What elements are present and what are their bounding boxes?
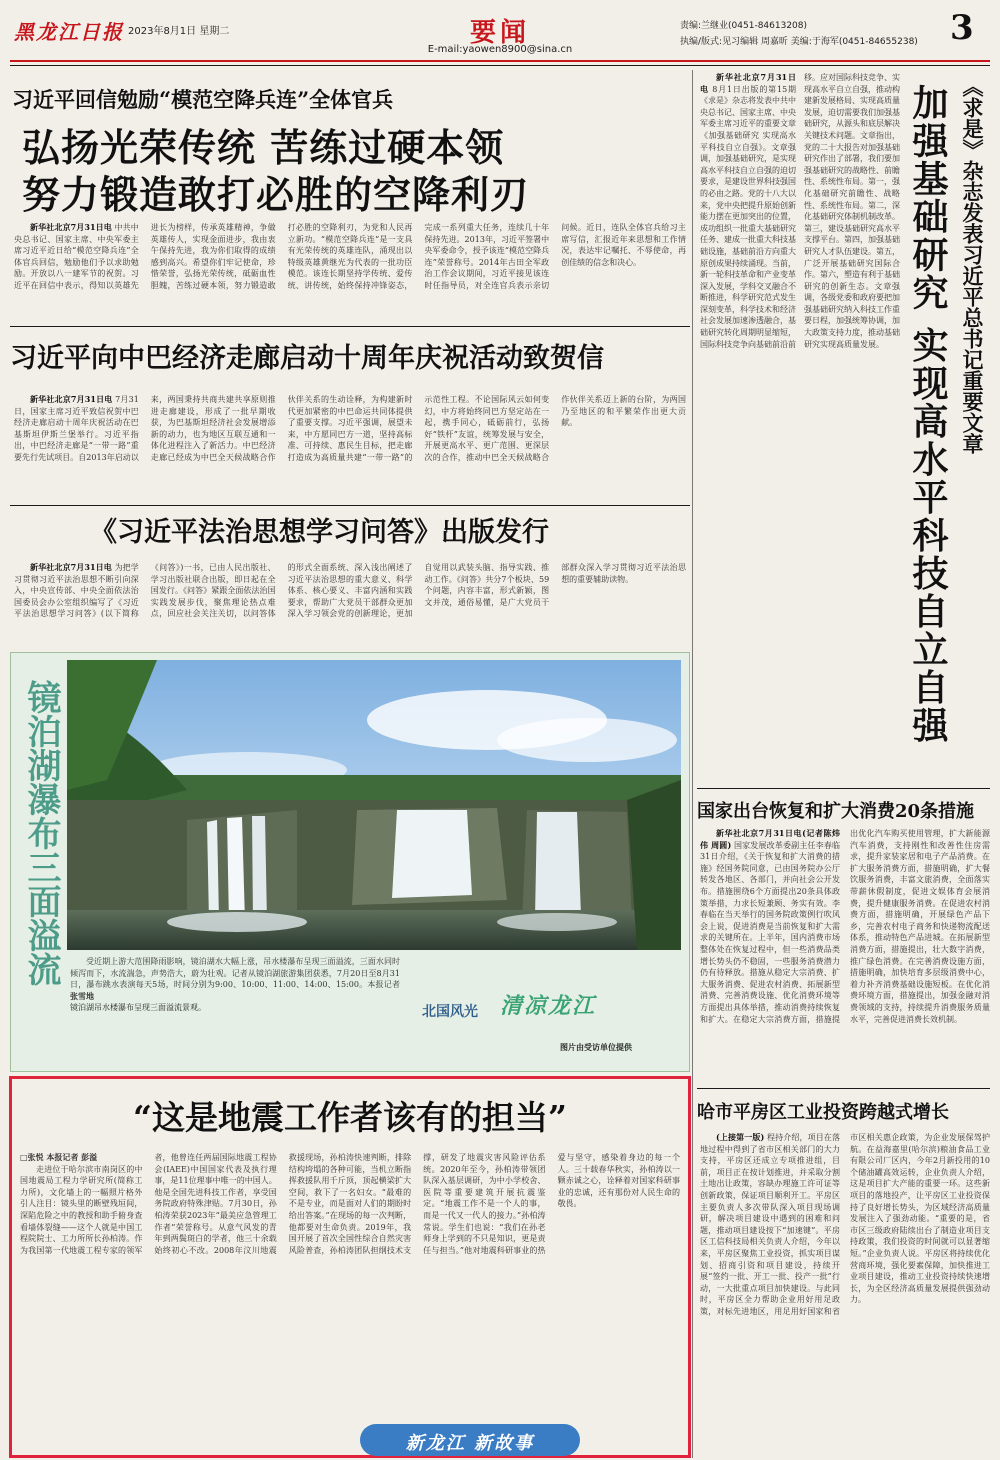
story1-kicker: 习近平回信勉励“模范空降兵连”全体官兵 xyxy=(12,87,394,112)
story1-rule xyxy=(10,326,690,327)
story3-dateline: 新华社北京7月31日电 xyxy=(30,562,112,572)
waterfall-photo xyxy=(67,660,681,950)
story4-text: 走进位于哈尔滨市南岗区的中国地震局工程力学研究所(简称工力所)，文化墙上的一幅照片格外引人注目：镜头里的断壁残垣间，深陷危险之中的教授和助手俯身查看墙体裂缝——这个人就是中国工程院院士、工力所所长孙柏涛。作为我国第一代地震工程专家的领军者，他曾连任两届国际地震工程协会(IAEE)中国国家代表及执行理事，是11位理事中唯一的中国人。他是全国先进科技工作者，享受国务院政府特殊津贴。7月30日，孙柏涛荣获2023年“最美应急管理工作者”荣誉称号。从意气风发的青年到两鬓斑白的学者，他三十余载始终初心不改。2008年汶川地震救援现场，孙柏涛快速判断，排除结构垮塌的各种可能，当机立断指挥救援队用千斤顶，顶起横梁扩大空间，救下了一名妇女。“最难的不是专业，而是面对人们的期盼时给出答案。”在现场的每一次判断，他都要对生命负责。2019年，我国开展了首次全国性综合自然灾害风险普查，孙柏涛团队担纲技术支撑，研发了地震灾害风险评估系统。2020年至今，孙柏涛带领团队深入基层调研，为中小学校舍、医院等重要建筑开展抗震鉴定。“地震工作不是一个人的事，而是一代又一代人的接力。”孙柏涛常说。学生们也说：“我们在孙老师身上学到的不只是知识，更是责任与担当。”他对地震科研事业的热爱与坚守，感染着身边的每一个人。三十载春华秋实，孙柏涛以一颗赤诚之心，诠释着对国家科研事业的忠诚，还有那份对人民生命的敬畏。 xyxy=(20,1153,680,1255)
section-email[interactable]: E-mail:yaowen8900@sina.cn xyxy=(427,44,573,55)
story3-text: 为把学习贯彻习近平法治思想不断引向深入，中央宣传部、中央全面依法治国委员会办公室组织编写了《习近平法治思想学习问答》(以下简称《问答》)一书，已由人民出版社、学习出版社联合出版，即日起在全国发行。《问答》紧跟全面依法治国实践发展步伐，聚焦理论热点难点，回应社会关注关切，以问答体的形式全面系统、深入浅出阐述了习近平法治思想的重大意义、科学体系、核心要义、丰富内涵和实践要求，帮助广大党员干部群众更加深入学习领会党的创新理论，更加自觉用以武装头脑、指导实践、推动工作。《问答》共分7个板块、59个问题，内容丰富，形式新颖，图文并茂，通俗易懂，是广大党员干部群众深入学习贯彻习近平法治思想的重要辅助读物。 xyxy=(14,563,686,619)
logo-right-text: 清凉龙江 xyxy=(500,993,597,1019)
right-column-divider xyxy=(692,70,693,1458)
masthead-rule xyxy=(10,65,990,66)
story6-byline: (记者陈炜伟 周圆) xyxy=(700,828,840,850)
story3-body xyxy=(14,562,686,644)
photo-column-logo xyxy=(422,985,682,1035)
masthead-rule-red xyxy=(10,60,990,62)
photo-caption xyxy=(70,956,400,1038)
story6-rule xyxy=(697,1088,990,1089)
story2-rule xyxy=(10,505,690,506)
story6-dateline: 新华社北京7月31日电 xyxy=(716,828,803,838)
story5-dateline: 新华社北京7月31日电 xyxy=(700,72,796,94)
story7-body xyxy=(700,1132,990,1454)
paper-name: 黑龙江日报 xyxy=(14,20,124,44)
photo-caption-text: 受近期上游大范围降雨影响，镜泊湖水大幅上涨，吊水楼瀑布呈现三面溢流，三面水同时倾泻而下，水流湍急，声势浩大，蔚为壮观。记者从镜泊湖旅游集团获悉，7月20日至8月31日，瀑布跳水表演每天5场，时间分别为9:00、10:00、11:00、14:00、15:00。本报记者 xyxy=(70,957,400,990)
editor-line-1: 责编:兰继业(0451-84613208) xyxy=(680,21,808,31)
story4-footer-slogan: 新龙江 新故事 xyxy=(405,1433,535,1454)
story5-rule xyxy=(697,788,990,789)
story1-headline-line1: 弘扬光荣传统 苦练过硬本领 xyxy=(22,125,505,170)
story1-text: 中共中央总书记、国家主席、中央军委主席习近平近日给“模范空降兵连”全体官兵回信，勉励他们予以求助勉励。开放以八一建军节的祝贺。习近平在回信中表示，得知以英雄先进长为榜样，传承英雄精神，争做英雄传人，实现金面进步，我由衷午保持先进，我为你们取得的成绩感到高兴。希望你们牢记使命，珍惜荣誉，弘扬光荣传统，砥砺血性胆魄，苦练过硬本领，努力锻造敢打必胜的空降利刃，为党和人民再立新功。“模范空降兵连”是一支具有光荣传统的英雄连队，涌现出以特级英雄黄继光为代表的一批功臣模范。该连长期坚持学传统、爱传统、讲传统，始终保持冲锋姿态，完成一系列重大任务，连续几十年保持先进。2013年，习近平签署中央军委命令，授予该连“模范空降兵连”荣誉称号。2014年古田全军政治工作会议期间，习近平接见该连时任指导员，对全连官兵表示亲切问候。近日，连队全体官兵给习主席写信，汇报近年来思想和工作情况，表达牢记嘱托、不辱使命，再创佳绩的信念和决心。 xyxy=(14,223,686,290)
masthead xyxy=(0,0,1000,75)
issue-date: 2023年8月1日 星期二 xyxy=(128,26,230,37)
story7-headline: 哈市平房区工业投资跨越式增长 xyxy=(697,1102,949,1123)
photo-credit: 图片由受访单位提供 xyxy=(560,1043,632,1052)
story2-body xyxy=(14,394,686,502)
editor-line-2: 执编/版式:见习编辑 周嘉昕 美编:于海军(0451-84655238) xyxy=(680,37,918,47)
story6-body xyxy=(700,828,990,1083)
story5-headline-big: 加强基础研究 实现高水平科技自立自强 xyxy=(907,84,949,745)
story5-text: 8月1日出版的第15期《求是》杂志将发表中共中央总书记、国家主席、中央军委主席习近平的重要文章《加强基础研究 实现高水平科技自立自强》。文章强调，加强基础研究，是实现高水平科技自立自强的迫切要求，是建设世界科技强国的必由之路。党的十八大以来，党中央把提升原始创新能力摆在更加突出的位置，成功组织一批重大基础研究任务、建成一批重大科技基础设施，基础前沿方向重大原创成果持续涌现。当前，新一轮科技革命和产业变革深入发展，学科交叉融合不断推进，科学研究范式发生深刻变革，科学技术和经济社会发展加速渗透融合，基础研究转化周期明显缩短，国际科技竞争向基础前沿前移。应对国际科技竞争、实现高水平自立自强，推动构建新发展格局、实现高质量发展，迫切需要我们加强基础研究，从源头和底层解决关键技术问题。文章指出，党的二十大报告对加强基础研究作出了部署，我们要加强基础研究的战略性、前瞻性、系统性布局。第一，强化基础研究前瞻性、战略性、系统性布局。第二，深化基础研究体制机制改革。第三，建设基础研究高水平支撑平台。第四，加强基础研究人才队伍建设。第五，广泛开展基础研究国际合作。第六，塑造有利于基础研究的创新生态。文章强调，各级党委和政府要把加强基础研究纳入科技工作重要日程，加强统筹协调，加大政策支持力度，推动基础研究实现高质量发展。 xyxy=(700,73,900,349)
story5-headline-small: 《求是》杂志发表习近平总书记重要文章 xyxy=(960,76,985,454)
waterfall-image xyxy=(67,660,681,950)
story6-headline: 国家出台恢复和扩大消费20条措施 xyxy=(697,801,975,822)
story4-headline: “这是地震工作者该有的担当” xyxy=(133,1098,567,1137)
photo-reporter: 张雪地 xyxy=(70,990,94,1001)
story4-byline: □张悦 本报记者 彭溢 xyxy=(20,1152,98,1162)
story7-lead-marker: (上接第一版) xyxy=(716,1132,765,1142)
story3-headline: 《习近平法治思想学习问答》出版发行 xyxy=(90,517,549,548)
story2-dateline: 新华社北京7月31日电 xyxy=(30,394,113,404)
story2-text: 7月31日，国家主席习近平致信祝贺中巴经济走廊启动十周年庆祝活动在巴基斯坦伊斯兰堡举行。习近平指出，中巴经济走廊是“一带一路”重要先行先试项目。自2013年启动以来，两国秉持共商共建共享原则推进走廊建设，形成了一批早期收获，为巴基斯坦经济社会发展增添新的动力，也为地区互联互通和一体化进程注入了新活力。中巴经济走廊已经成为中巴全天候战略合作伙伴关系的生动诠释，为构建新时代更加紧密的中巴命运共同体提供了重要支撑。习近平强调，展望未来，中方愿同巴方一道，坚持高标准、可持续、惠民生目标，把走廊打造成为高质量共建“一带一路”的示范性工程。不论国际风云如何变幻，中方将始终同巴方坚定站在一起，携手同心，砥砺前行，弘扬好“铁杆”友谊，统筹发展与安全，开展更高水平、更广范围、更深层次的合作，推动中巴全天候战略合作伙伴关系迈上新的台阶，为两国乃至地区的和平繁荣作出更大贡献。 xyxy=(14,395,686,462)
section-title: 要闻 xyxy=(469,18,530,48)
story4-footer-banner xyxy=(360,1424,580,1456)
logo-left-text: 北国风光 xyxy=(422,1004,478,1020)
page-number: 3 xyxy=(950,8,974,48)
story7-text: 程持介绍，项目在落地过程中得到了省市区相关部门的大力支持，平房区还成立专项推进组，目前，项目正在按计划推进，并采取分割土地出让政策，容缺办理施工许可证等创新政策，保证项目顺利开工。平房区主要负责人多次带队深入项目现场调研，解决项目建设中遇到的困难和问题，推动项目建设按下“加速键”。平房区工信科技局相关负责人介绍，今年以来，平房区聚焦工业投资，抓实项目谋划、招商引资和项目建设，持续开展“签约一批、开工一批、投产一批”行动，一大批重点项目加快建设。与此同时，平房区全力帮助企业用好用足政策，对标先进地区，用足用好国家和省市区相关惠企政策，为企业发展保驾护航。在益海嘉里(哈尔滨)粮油食品工业有限公司厂区内，今年2月新投用的10个储油罐高效运转，企业负责人介绍，这是项目扩大产能的重要一环。这些新项目的落地投产，让平房区工业投资保持了良好增长势头，为区域经济高质量发展注入了强劲动能。“重要的是，省市区三级政府陆续出台了制造业项目支持政策，我们投资的时间就可以显著缩短。”企业负责人说。平房区将持续优化营商环境，强化要素保障，加快推进工业项目建设，推动工业投资持续快速增长，为全区经济高质量发展提供强劲动力。 xyxy=(700,1133,990,1316)
story1-body xyxy=(14,222,686,320)
story5-body xyxy=(700,72,900,782)
story2-headline: 习近平向中巴经济走廊启动十周年庆祝活动致贺信 xyxy=(10,343,604,374)
story4-body xyxy=(20,1152,680,1420)
photo-sub-caption: 镜泊湖吊水楼瀑布呈现三面溢流景观。 xyxy=(70,1003,206,1013)
story6-text: 国家发展改革委副主任李春临31日介绍，《关于恢复和扩大消费的措施》经国务院同意，已由国务院办公厅转发各地区、各部门，并向社会公开发布。措施围绕6个方面提出20条具体政策举措，力求长短兼顾、务实有效。李春临在当天举行的国务院政策例行吹风会上说，促进消费是当前恢复和扩大需求的关键所在。上半年，国内消费市场整体处在恢复过程中，但一些消费品类增长势头仍不稳固，一些服务消费潜力仍有待释放。措施从稳定大宗消费、扩大服务消费、促进农村消费、拓展新型消费、完善消费设施、优化消费环境等方面提出具体举措，推动消费持续恢复和扩大。在稳定大宗消费方面，措施提出优化汽车购买使用管理，扩大新能源汽车消费，支持刚性和改善性住房需求，提升家装家居和电子产品消费。在扩大服务消费方面，措施明确，扩大餐饮服务消费，丰富文旅消费，全面落实带薪休假制度，促进文娱体育会展消费，提升健康服务消费。在促进农村消费方面，措施明确，开展绿色产品下乡，完善农村电子商务和快递物流配送体系，推动特色产品进城。在拓展新型消费方面，措施提出，壮大数字消费，推广绿色消费。在完善消费设施方面，措施明确，加快培育多层级消费中心，着力补齐消费基础设施短板。在优化消费环境方面，措施提出，加强金融对消费领域的支持，持续提升消费服务质量水平，完善促进消费长效机制。 xyxy=(700,829,990,1024)
story1-headline-line2: 努力锻造敢打必胜的空降利刃 xyxy=(22,172,530,217)
photo-vertical-title: 镜泊湖瀑布三面溢流 xyxy=(21,680,61,986)
story1-dateline: 新华社北京7月31日电 xyxy=(30,222,112,232)
